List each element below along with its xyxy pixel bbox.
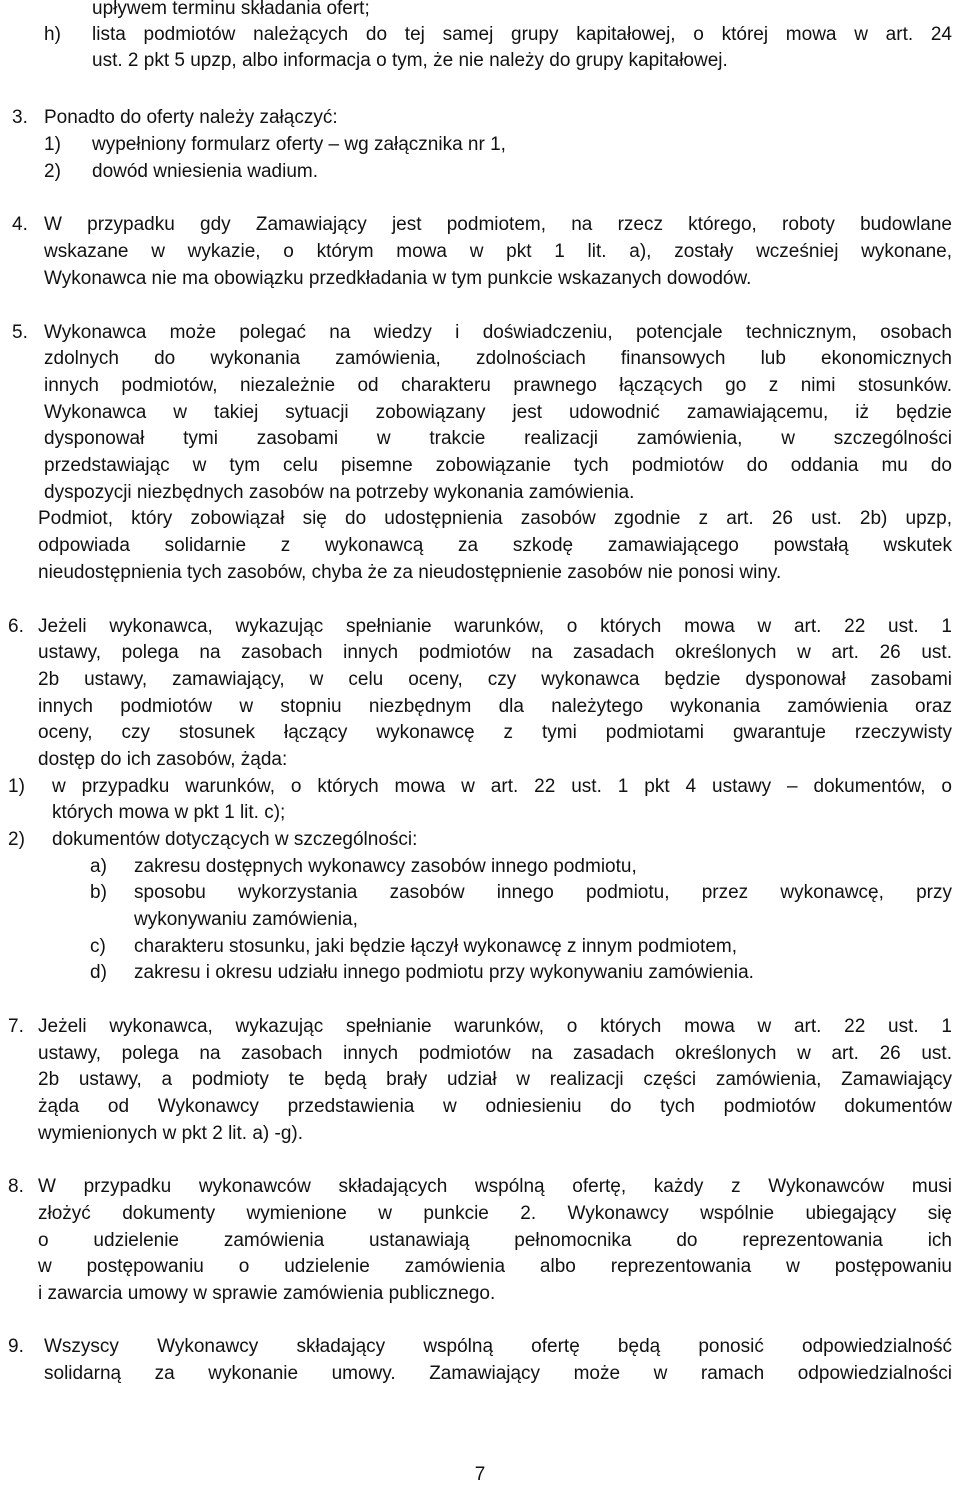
list-item: dokumentów dotyczących w szczególności: xyxy=(52,829,418,850)
paragraph-line: wymienionych w pkt 2 lit. a) -g). xyxy=(38,1123,304,1144)
list-item: w przypadku warunków, o których mowa w art. 22 ust. 1 pkt 4 ustawy – dokumentów, o xyxy=(52,776,952,797)
section-number: 4. xyxy=(12,214,28,235)
list-marker: h) xyxy=(44,24,61,45)
paragraph-line: 2b ustawy, zamawiający, w celu oceny, czy wykonawca będzie dysponował zasobami xyxy=(38,669,952,690)
list-item: dowód wniesienia wadium. xyxy=(92,161,319,182)
paragraph-line: żąda od Wykonawcy przedstawienia w odniesieniu do tych podmiotów dokumentów xyxy=(38,1096,952,1117)
section-number: 3. xyxy=(12,107,28,128)
list-item: charakteru stosunku, jaki będzie łączył wykonawcę z innym podmiotem, xyxy=(134,936,737,957)
paragraph-line: solidarną za wykonanie umowy. Zamawiający może w ramach odpowiedzialności xyxy=(44,1363,952,1384)
paragraph-line: W przypadku gdy Zamawiający jest podmiotem, na rzecz którego, roboty budowlane xyxy=(44,214,952,235)
paragraph-line: oceny, czy stosunek łączący wykonawcę z tymi podmiotami gwarantuje rzeczywisty xyxy=(38,722,952,743)
paragraph-line: innych podmiotów, niezależnie od charakteru prawnego łączących go z nimi stosunków. xyxy=(44,375,952,396)
paragraph-line: W przypadku wykonawców składających wspólną ofertę, każdy z Wykonawców musi xyxy=(38,1176,952,1197)
paragraph-line: dysponował tymi zasobami w trakcie realizacji zamówienia, w szczególności xyxy=(44,428,952,449)
section-number: 8. xyxy=(8,1176,24,1197)
list-marker: c) xyxy=(90,936,106,957)
paragraph-line: przedstawiając w tym celu pisemne zobowiązanie tych podmiotów do oddania mu do xyxy=(44,455,952,476)
list-marker: a) xyxy=(90,856,107,877)
list-item: zakresu dostępnych wykonawcy zasobów innego podmiotu, xyxy=(134,856,637,877)
paragraph-line: innych podmiotów w stopniu niezbędnym dla należytego wykonania zamówienia oraz xyxy=(38,696,952,717)
paragraph-line: 2b ustawy, a podmioty te będą brały udział w realizacji części zamówienia, Zamawiający xyxy=(38,1069,952,1090)
paragraph-line: Podmiot, który zobowiązał się do udostępnienia zasobów zgodnie z art. 26 ust. 2b) upzp, xyxy=(38,508,952,529)
paragraph-line: i zawarcia umowy w sprawie zamówienia publicznego. xyxy=(38,1283,496,1304)
paragraph-line: Wykonawca nie ma obowiązku przedkładania w tym punkcie wskazanych dowodów. xyxy=(44,268,752,289)
paragraph-line: ust. 2 pkt 5 upzp, albo informacja o tym, że nie należy do grupy kapitałowej. xyxy=(92,50,728,71)
list-item: sposobu wykorzystania zasobów innego podmiotu, przez wykonawcę, przy xyxy=(134,882,952,903)
list-item: wykonywaniu zamówienia, xyxy=(134,909,358,930)
paragraph-line: o udzielenie zamówienia ustanawiają pełnomocnika do reprezentowania ich xyxy=(38,1230,952,1251)
paragraph-line: Wykonawca może polegać na wiedzy i doświadczeniu, potencjale technicznym, osobach xyxy=(44,322,952,343)
paragraph-line: lista podmiotów należących do tej samej grupy kapitałowej, o której mowa w art. 24 xyxy=(92,24,952,45)
section-number: 7. xyxy=(8,1016,24,1037)
list-marker: 2) xyxy=(44,161,61,182)
paragraph-line: złożyć dokumenty wymienione w punkcie 2. Wykonawcy wspólnie ubiegający się xyxy=(38,1203,952,1224)
paragraph-line: ustawy, polega na zasobach innych podmiotów na zasadach określonych w art. 26 ust. xyxy=(38,1043,952,1064)
paragraph-line: nieudostępnienia tych zasobów, chyba że za nieudostępnienie zasobów nie ponosi winy. xyxy=(38,562,782,583)
paragraph-line: zdolnych do wykonania zamówienia, zdolnościach finansowych lub ekonomicznych xyxy=(44,348,952,369)
paragraph-line: wskazane w wykazie, o którym mowa w pkt 1 lit. a), zostały wcześniej wykonane, xyxy=(44,241,952,262)
paragraph-line: w postępowaniu o udzielenie zamówienia albo reprezentowania w postępowaniu xyxy=(38,1256,952,1277)
list-marker: b) xyxy=(90,882,107,903)
paragraph-line: odpowiada solidarnie z wykonawcą za szkodę zamawiającego powstałą wskutek xyxy=(38,535,952,556)
paragraph-line: Jeżeli wykonawca, wykazując spełnianie warunków, o których mowa w art. 22 ust. 1 xyxy=(38,1016,952,1037)
section-number: 5. xyxy=(12,322,28,343)
list-item: zakresu i okresu udziału innego podmiotu przy wykonywaniu zamówienia. xyxy=(134,962,754,983)
paragraph-line: Wykonawca w takiej sytuacji zobowiązany jest udowodnić zamawiającemu, iż będzie xyxy=(44,402,952,423)
list-marker: 2) xyxy=(8,829,25,850)
page-number: 7 xyxy=(474,1464,486,1485)
section-number: 9. xyxy=(8,1336,24,1357)
list-item: których mowa w pkt 1 lit. c); xyxy=(52,802,286,823)
list-marker: 1) xyxy=(8,776,25,797)
paragraph-line: dostęp do ich zasobów, żąda: xyxy=(38,749,288,770)
paragraph-line: dyspozycji niezbędnych zasobów na potrzeby wykonania zamówienia. xyxy=(44,482,635,503)
paragraph-line: Wszyscy Wykonawcy składający wspólną ofertę będą ponosić odpowiedzialność xyxy=(44,1336,952,1357)
list-item: wypełniony formularz oferty – wg załącznika nr 1, xyxy=(92,134,506,155)
paragraph-line: Jeżeli wykonawca, wykazując spełnianie warunków, o których mowa w art. 22 ust. 1 xyxy=(38,616,952,637)
section-number: 6. xyxy=(8,616,24,637)
list-marker: 1) xyxy=(44,134,61,155)
continued-line: upływem terminu składania ofert; xyxy=(92,0,370,19)
list-marker: d) xyxy=(90,962,107,983)
paragraph-line: ustawy, polega na zasobach innych podmiotów na zasadach określonych w art. 26 ust. xyxy=(38,642,952,663)
section-heading: Ponadto do oferty należy załączyć: xyxy=(44,107,338,128)
